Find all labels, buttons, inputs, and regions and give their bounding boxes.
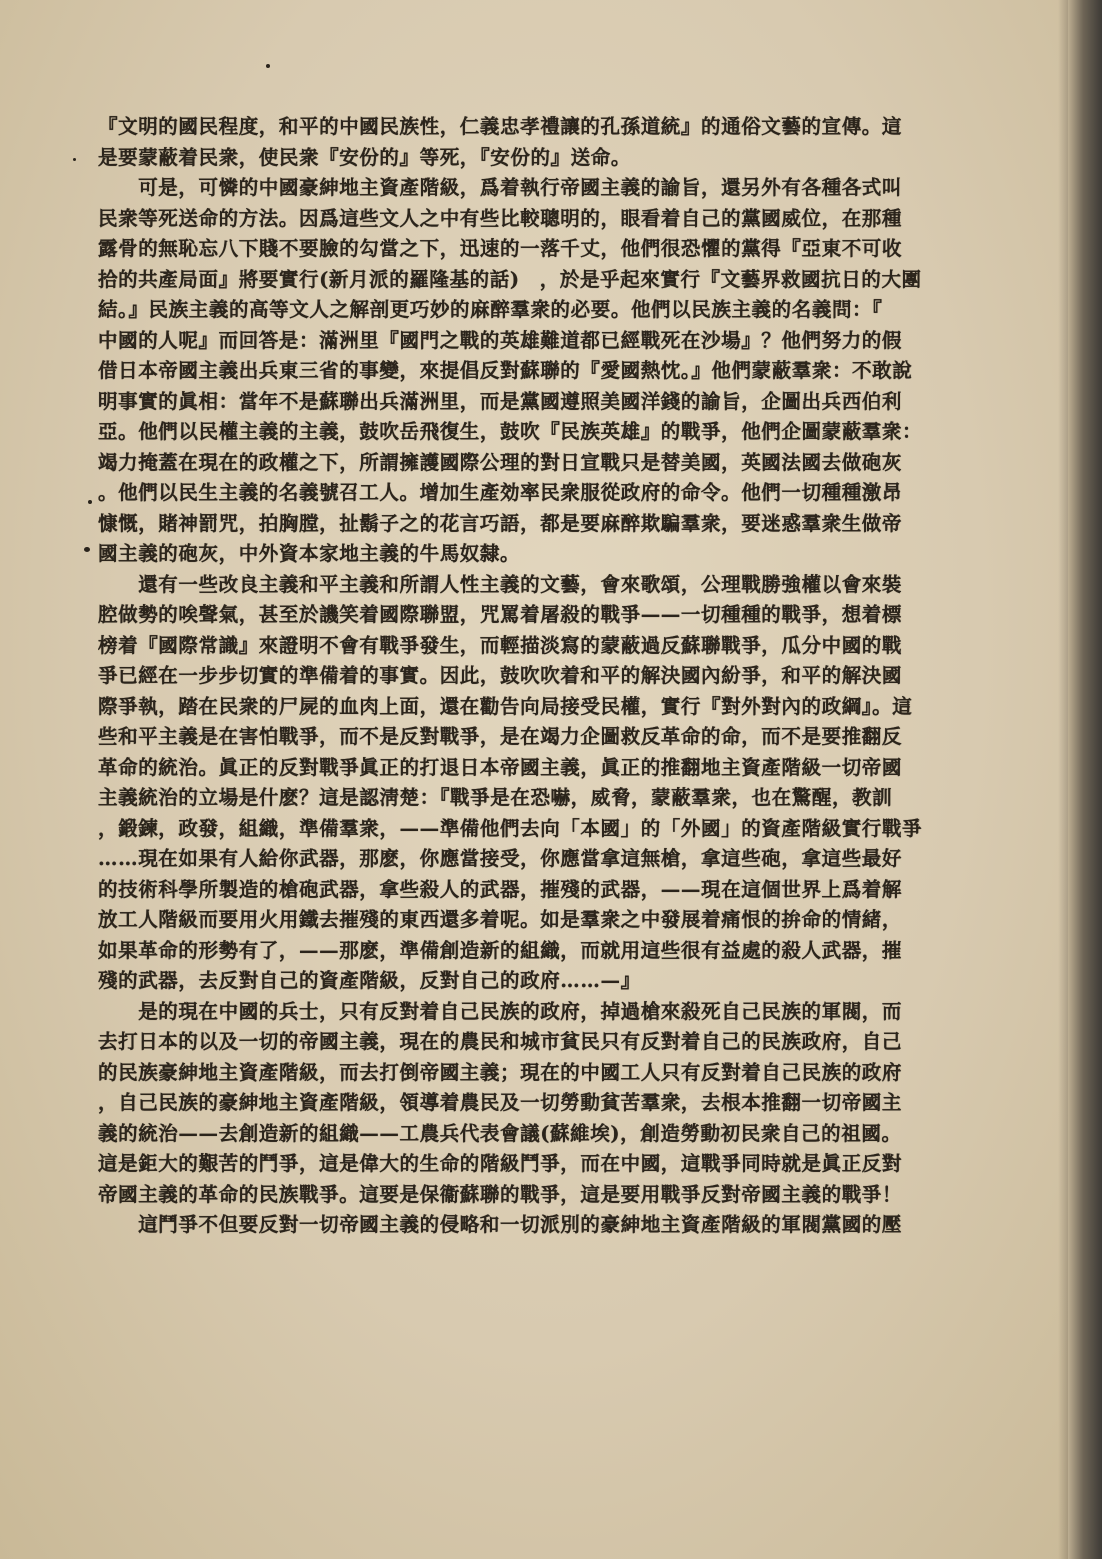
text-line: 露骨的無恥忘八下賤不要臉的勾當之下，迅速的一落千丈，他們很恐懼的黨得『亞東不可收	[98, 237, 903, 260]
text-line: 可是，可憐的中國豪紳地主資產階級，爲着執行帝國主義的諭旨，還另外有各種各式叫	[98, 176, 903, 199]
text-line: 拾的共產局面』將要實行(新月派的羅隆基的話) ，於是乎起來實行『文藝界救國抗日的大團	[98, 267, 922, 291]
text-line: 是的現在中國的兵士，只有反對着自己民族的政府，掉過槍來殺死自己民族的軍閥，而	[98, 999, 903, 1023]
text-line: 放工人階級而要用火用鐵去摧殘的東西還多着呢。如是羣衆之中發展着痛恨的拚命的情緒，	[98, 908, 903, 931]
text-line: 腔做勢的唉聲氣，甚至於譏笑着國際聯盟，咒罵着屠殺的戰爭——一切種種的戰爭，想着標	[98, 603, 903, 626]
text-line: 國主義的砲灰，中外資本家地主義的牛馬奴隸。	[98, 542, 521, 565]
text-line: 還有一些改良主義和平主義和所謂人性主義的文藝，會來歌頌，公理戰勝強權以會來裝	[98, 572, 903, 596]
text-line: 帝國主義的革命的民族戰爭。這要是保衞蘇聯的戰爭，這是要用戰爭反對帝國主義的戰爭！	[98, 1182, 903, 1206]
book-spine	[1068, 0, 1102, 1559]
ink-speck	[88, 500, 92, 504]
text-line: 主義統治的立場是什麽？這是認淸楚：『戰爭是在恐嚇，威脅，蒙蔽羣衆，也在驚醒，教訓	[98, 786, 893, 809]
text-line: 慷慨，賭神罰咒，拍胸膛，扯鬍子之的花言巧語，都是要麻醉欺騙羣衆，要迷惑羣衆生做帝	[98, 511, 903, 535]
text-line: 義的統治——去創造新的組織——工農兵代表會議(蘇維埃)，創造勞動初民衆自己的祖國。	[98, 1121, 902, 1145]
text-line: 明事實的眞相：當年不是蘇聯出兵滿洲里，而是黨國遵照美國洋錢的諭旨，企圖出兵西伯利	[98, 389, 903, 413]
text-line: 中國的人呢』而回答是：滿洲里『國門之戰的英雄難道都已經戰死在沙場』？他們努力的假	[98, 328, 903, 352]
text-line: 這是鉅大的艱苦的鬥爭，這是偉大的生命的階級鬥爭，而在中國，這戰爭同時就是眞正反對	[98, 1152, 903, 1175]
text-line: ，自己民族的豪紳地主資產階級，領導着農民及一切勞動貧苦羣衆，去根本推翻一切帝國主	[98, 1091, 903, 1114]
ink-speck	[84, 547, 90, 552]
text-line: 榜着『國際常識』來證明不會有戰爭發生，而輕描淡寫的蒙蔽過反蘇聯戰爭，瓜分中國的戰	[98, 633, 903, 657]
text-line: 際爭執，踏在民衆的尸屍的血肉上面，還在勸告向局接受民權，實行『對外對內的政綱』。這	[98, 694, 913, 718]
text-line: 民衆等死送命的方法。因爲這些文人之中有些比較聰明的，眼看着自己的黨國威位，在那種	[98, 206, 903, 230]
text-line: 革命的統治。眞正的反對戰爭眞正的打退日本帝國主義，眞正的推翻地主資產階級一切帝國	[98, 755, 903, 779]
text-line: 的民族豪紳地主資產階級，而去打倒帝國主義；現在的中國工人只有反對着自己民族的政府	[98, 1060, 903, 1084]
ink-speck	[73, 158, 76, 161]
text-line: 如果革命的形勢有了，——那麽，準備創造新的組織，而就用這些很有益處的殺人武器，摧	[98, 938, 903, 962]
text-line: 這鬥爭不但要反對一切帝國主義的侵略和一切派別的豪紳地主資產階級的軍閥黨國的壓	[98, 1213, 903, 1236]
ink-speck	[266, 64, 270, 68]
text-line: 去打日本的以及一切的帝國主義，現在的農民和城市貧民只有反對着自己的民族政府，自己	[98, 1030, 903, 1053]
text-line: 是要蒙蔽着民衆，使民衆『安份的』等死，『安份的』送命。	[98, 145, 631, 169]
text-line: 竭力掩蓋在現在的政權之下，所謂擁護國際公理的對日宣戰只是替美國，英國法國去做砲灰	[98, 450, 903, 474]
text-line: 殘的武器，去反對自己的資產階級，反對自己的政府……—』	[98, 969, 641, 992]
text-line: 些和平主義是在害怕戰爭，而不是反對戰爭，是在竭力企圖救反革命的命，而不是要推翻反	[98, 725, 903, 748]
text-line: ……現在如果有人給你武器，那麽，你應當接受，你應當拿這無槍，拿這些砲，拿這些最好	[98, 847, 903, 870]
text-line: 『文明的國民程度，和平的中國民族性，仁義忠孝禮讓的孔孫道統』的通俗文藝的宣傳。這	[98, 115, 903, 138]
text-line: 的技術科學所製造的槍砲武器，拿些殺人的武器，摧殘的武器，——現在這個世界上爲着解	[98, 877, 903, 901]
text-line: 亞。他們以民權主義的主義，鼓吹岳飛復生，鼓吹『民族英雄』的戰爭，他們企圖蒙蔽羣衆：	[98, 420, 923, 443]
body-text	[98, 112, 1048, 1241]
text-line: ，鍛鍊，政發，組織，準備羣衆，——準備他們去向「本國」的「外國」的資產階級實行戰爭	[98, 816, 923, 840]
page-shadow	[1058, 0, 1068, 1559]
text-line: 借日本帝國主義出兵東三省的事變，來提倡反對蘇聯的『愛國熱忱。』他們蒙蔽羣衆：不敢說	[98, 359, 913, 382]
text-line: 。他們以民生主義的名義號召工人。增加生產効率民衆服從政府的命令。他們一切種種激昂	[98, 481, 903, 504]
text-line: 爭已經在一步步切實的準備着的事實。因此，鼓吹吹着和平的解決國內紛爭，和平的解決國	[98, 664, 903, 687]
text-line: 結。』民族主義的高等文人之解剖更巧妙的麻醉羣衆的必要。他們以民族主義的名義問：『	[98, 298, 883, 321]
